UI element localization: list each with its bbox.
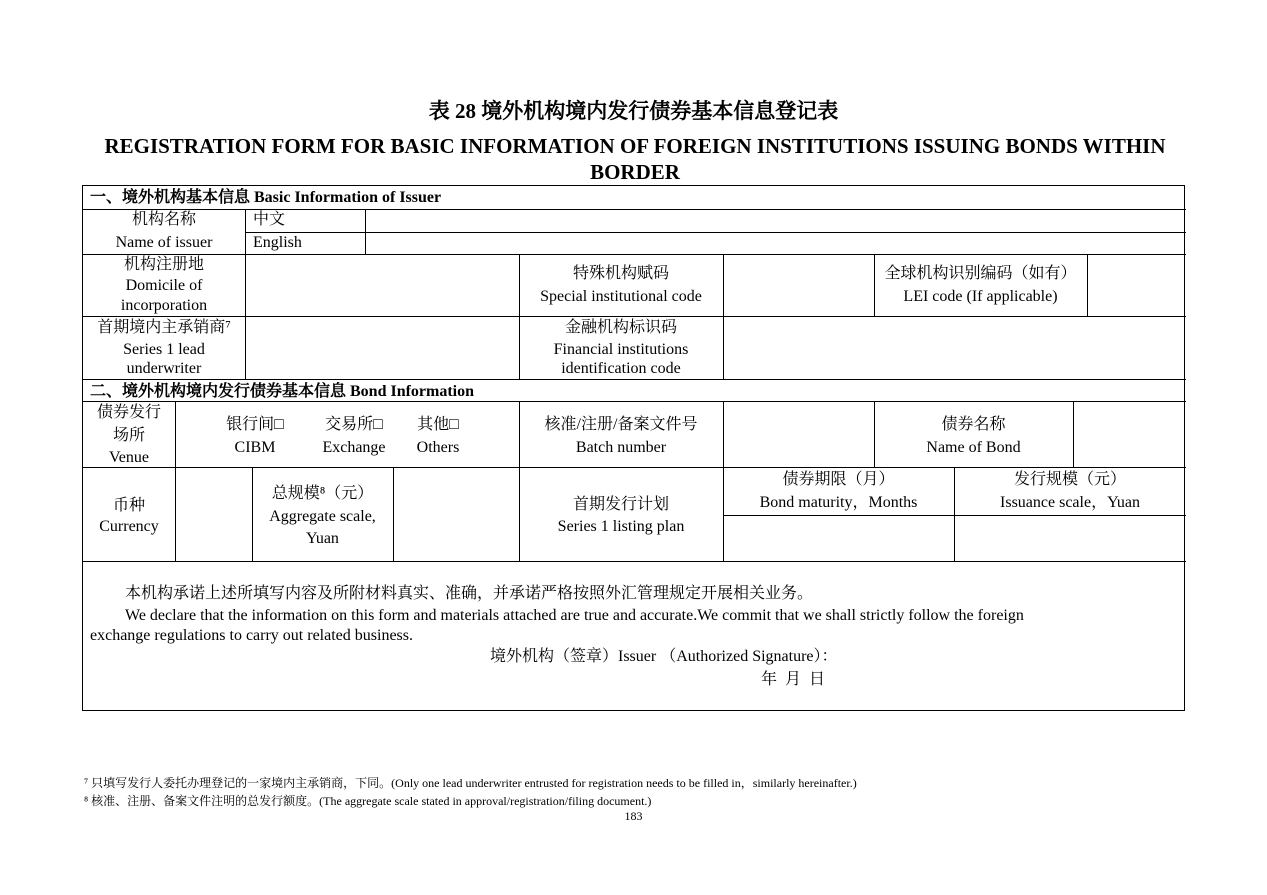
bond-name-field[interactable] bbox=[1074, 402, 1185, 466]
listing-plan-label-en: Series 1 listing plan bbox=[557, 518, 685, 535]
date-label: 年 月 日 bbox=[761, 671, 826, 688]
others-label: Others bbox=[416, 439, 460, 456]
bond-name-label-en: Name of Bond bbox=[926, 439, 1021, 456]
row-divider bbox=[83, 561, 1186, 562]
special-code-label-zh: 特殊机构赋码 bbox=[572, 265, 669, 282]
bond-maturity-label-en: Bond maturity，Months bbox=[759, 494, 918, 511]
exchange-checkbox[interactable]: 交易所□ bbox=[325, 416, 383, 433]
fin-code-label-en: Financial institutions bbox=[553, 341, 689, 358]
others-checkbox[interactable]: 其他□ bbox=[417, 416, 459, 433]
domicile-label-zh: 机构注册地 bbox=[123, 256, 204, 273]
aggregate-scale-label-zh: 总规模⁸（元） bbox=[271, 485, 374, 502]
bond-maturity-label-zh: 债券期限（月） bbox=[782, 471, 895, 488]
cibm-label: CIBM bbox=[234, 439, 276, 456]
issuer-name-zh-field[interactable] bbox=[366, 210, 1185, 231]
listing-plan-label-zh: 首期发行计划 bbox=[572, 496, 669, 513]
lead-underwriter-label-zh: 首期境内主承销商⁷ bbox=[97, 319, 231, 336]
lei-field[interactable] bbox=[1088, 255, 1185, 315]
english-name-label: English bbox=[253, 234, 302, 251]
issuer-name-en-field[interactable] bbox=[366, 233, 1185, 253]
lead-underwriter-field[interactable] bbox=[246, 317, 518, 378]
lead-underwriter-label-en: underwriter bbox=[126, 360, 202, 377]
footnote-7: ⁷ 只填写发行人委托办理登记的一家境内主承销商，下同。(Only one lead underwriter entrusted for registration needs to be filled in，similarly hereinafter.) bbox=[84, 776, 857, 790]
signature-label: 境外机构（签章）Issuer （Authorized Signature）： bbox=[490, 648, 838, 665]
row-divider bbox=[83, 379, 1186, 380]
section-heading-issuer: 一、境外机构基本信息 Basic Information of Issuer bbox=[90, 189, 442, 206]
footnote-8: ⁸ 核准、注册、备案文件注明的总发行额度。(The aggregate scale stated in approval/registration/filing document.) bbox=[84, 794, 652, 808]
aggregate-scale-label-en: Aggregate scale, bbox=[269, 508, 376, 525]
batch-number-label-zh: 核准/注册/备案文件号 bbox=[544, 416, 698, 433]
special-code-label-en: Special institutional code bbox=[540, 288, 702, 305]
registration-form-table bbox=[82, 185, 1185, 711]
form-title-en: REGISTRATION FORM FOR BASIC INFORMATION OF FOREIGN INSTITUTIONS ISSUING BONDS WITHIN BORDER bbox=[104, 134, 1166, 184]
bond-maturity-field[interactable] bbox=[724, 516, 953, 560]
declaration-en-continued: exchange regulations to carry out related business. bbox=[90, 627, 413, 644]
special-code-field[interactable] bbox=[724, 255, 873, 315]
aggregate-scale-field[interactable] bbox=[394, 468, 518, 560]
currency-label-zh: 币种 bbox=[112, 497, 145, 514]
chinese-name-label: 中文 bbox=[253, 211, 286, 228]
issuance-scale-field[interactable] bbox=[955, 516, 1185, 560]
aggregate-scale-label-en: Yuan bbox=[306, 530, 339, 547]
issuer-name-label-zh: 机构名称 bbox=[131, 211, 196, 228]
page-number: 183 bbox=[624, 809, 643, 823]
lead-underwriter-label-en: Series 1 lead bbox=[123, 341, 205, 358]
col-divider bbox=[245, 209, 246, 254]
batch-number-label-en: Batch number bbox=[575, 439, 667, 456]
lei-label-en: LEI code (If applicable) bbox=[903, 288, 1058, 305]
venue-label-zh: 场所 bbox=[112, 427, 145, 444]
issuance-scale-label-en: Issuance scale，Yuan bbox=[1000, 494, 1140, 511]
lei-label-zh: 全球机构识别编码（如有） bbox=[884, 265, 1077, 282]
issuance-scale-label-zh: 发行规模（元） bbox=[1013, 471, 1126, 488]
form-title-zh: 表 28 境外机构境内发行债券基本信息登记表 bbox=[428, 99, 839, 123]
venue-label-zh: 债券发行 bbox=[96, 404, 161, 421]
declaration-zh: 本机构承诺上述所填写内容及所附材料真实、准确，并承诺严格按照外汇管理规定开展相关业务。 bbox=[125, 585, 814, 602]
currency-label-en: Currency bbox=[99, 518, 159, 535]
declaration-en: We declare that the information on this form and materials attached are true and accurate.We commit that we shall strictly follow the foreign bbox=[125, 607, 1024, 624]
exchange-label: Exchange bbox=[322, 439, 386, 456]
issuer-name-label-en: Name of issuer bbox=[115, 234, 213, 251]
domicile-label-en: incorporation bbox=[120, 297, 208, 314]
venue-label-en: Venue bbox=[109, 449, 149, 466]
fin-code-label-zh: 金融机构标识码 bbox=[564, 319, 677, 336]
cibm-checkbox[interactable]: 银行间□ bbox=[226, 416, 284, 433]
section-heading-bond: 二、境外机构境内发行债券基本信息 Bond Information bbox=[90, 383, 475, 400]
batch-number-field[interactable] bbox=[724, 402, 873, 466]
domicile-field[interactable] bbox=[246, 255, 518, 315]
col-divider bbox=[175, 401, 176, 467]
domicile-label-en: Domicile of bbox=[125, 277, 203, 294]
bond-name-label-zh: 债券名称 bbox=[941, 416, 1006, 433]
fin-code-field[interactable] bbox=[724, 317, 1185, 378]
fin-code-label-en: identification code bbox=[561, 360, 681, 377]
currency-field[interactable] bbox=[176, 468, 251, 560]
